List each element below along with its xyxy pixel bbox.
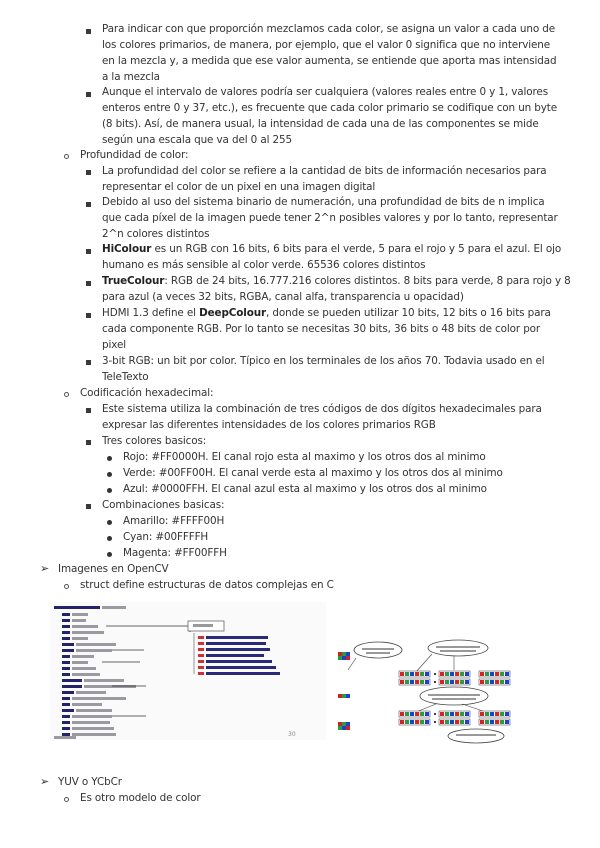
ellipsis-dot [434, 681, 436, 683]
pixel-cell [440, 672, 444, 676]
bullet-marker [107, 520, 112, 525]
pixel-cell [465, 680, 469, 684]
text-line: en la mezcla y, a medida que ese valor aumenta, se entiende que aporta mas intensidad [102, 55, 557, 67]
pixel-cell [405, 672, 409, 676]
pixel-cell [500, 712, 504, 716]
pixel-cell [445, 720, 449, 724]
pixel-cell [500, 720, 504, 724]
pixel-cell [445, 672, 449, 676]
text-line: Para indicar con que proporción mezclamos cada color, se asigna un valor a cada uno de [102, 23, 556, 35]
pixel-cell [455, 680, 459, 684]
text-line: Verde: #00FF00H. El canal verde esta al maximo y los otros dos al minimo [123, 467, 503, 479]
pixel-cell [420, 672, 424, 676]
text-line: Es otro modelo de color [80, 792, 201, 804]
bullet-marker [64, 154, 69, 159]
text-fragment: , donde se pueden utilizar 10 bits, 12 bits o 16 bits para [266, 307, 551, 319]
pixel-cell [465, 720, 469, 724]
pixel-cell [500, 680, 504, 684]
text-line: los colores primarios, de manera, por ejemplo, que el valor 0 significa que no interviene [102, 39, 551, 51]
bullet-marker [107, 536, 112, 541]
pixel-cell [400, 680, 404, 684]
pixel-cell [490, 712, 494, 716]
text-line: Amarillo: #FFFF00H [123, 515, 225, 527]
bullet-marker [86, 281, 91, 286]
pixel-cell [400, 712, 404, 716]
pixel-cell [480, 672, 484, 676]
section-heading: YUV o YCbCr [58, 776, 122, 788]
code-figure-svg [50, 602, 326, 740]
text-line: según una escala que va del 0 al 255 [102, 134, 293, 146]
text-line: Rojo: #FF0000H. El canal rojo esta al maximo y los otros dos al minimo [123, 451, 486, 463]
text-line: TeleTexto [102, 371, 149, 383]
text-line: (8 bits). Así, de manera usual, la intensidad de cada una de las componentes se mide [102, 118, 539, 130]
text-fragment: : RGB de 24 bits, 16.777.216 colores distintos. 8 bits para verde, 8 para rojo y 8 [164, 275, 571, 287]
pixel-cell [490, 720, 494, 724]
pixel-cell [450, 672, 454, 676]
pixel-cell [500, 672, 504, 676]
text-line: que cada píxel de la imagen puede tener 2^n posibles valores y por lo tanto, representar [102, 212, 558, 224]
pixel-cell [440, 680, 444, 684]
pixel-cell [425, 680, 429, 684]
text-line: struct define estructuras de datos complejas en C [80, 579, 334, 591]
section-heading: Profundidad de color: [80, 149, 189, 161]
pixel-cell [445, 680, 449, 684]
text-line: cada componente RGB. Por lo tanto se necesitas 30 bits, 36 bits o 48 bits de color por [102, 323, 541, 335]
bullet-marker [107, 472, 112, 477]
pixel-cell [495, 720, 499, 724]
bullet-marker [86, 29, 91, 34]
text-line: Azul: #0000FFH. El canal azul esta al maximo y los otros dos al minimo [123, 483, 487, 495]
text-line: 2^n colores distintos [102, 228, 210, 240]
pixel-cell [415, 680, 419, 684]
pixel-cell [495, 712, 499, 716]
text-line [102, 242, 561, 257]
ellipsis-dot [434, 673, 436, 675]
bullet-marker [86, 202, 91, 207]
bullet-marker [86, 92, 91, 97]
pixel-cell [415, 712, 419, 716]
pixel-cell [465, 712, 469, 716]
pixel-cell [405, 712, 409, 716]
bullet-marker [107, 488, 112, 493]
pixel-cell [445, 712, 449, 716]
pixel-cell [405, 720, 409, 724]
pixel-cell [400, 720, 404, 724]
text-fragment: es un RGB con 16 bits, 6 bits para el verde, 5 para el rojo y 5 para el azul. El ojo [151, 243, 562, 255]
bullet-marker [86, 170, 91, 175]
bullet-marker [86, 504, 91, 509]
text-line: 3-bit RGB: un bit por color. Típico en los terminales de los años 70. Todavia usado en el [102, 355, 545, 367]
pixel-cell [460, 712, 464, 716]
pixel-cell [410, 672, 414, 676]
text-line: representar el color de un pixel en una imagen digital [102, 181, 376, 193]
pixel-cell [505, 672, 509, 676]
text-line: Aunque el intervalo de valores podría ser cualquiera (valores reales entre 0 y 1, valores [102, 86, 548, 98]
text-line: expresar las diferentes intensidades de los colores primarios RGB [102, 419, 436, 431]
pixel-cell [490, 680, 494, 684]
bullet-marker [107, 552, 112, 557]
pixel-cell [480, 720, 484, 724]
text-line: humano es más sensible al color verde. 65536 colores distintos [102, 259, 426, 271]
arrow-bullet-icon: ➢ [40, 562, 50, 575]
bullet-marker [64, 584, 69, 589]
arrow-bullet-icon: ➢ [40, 775, 50, 788]
pixel-cell [410, 720, 414, 724]
pixel-cell [410, 680, 414, 684]
pixel-cell [485, 712, 489, 716]
pixel-cell [440, 712, 444, 716]
pixel-cell [455, 672, 459, 676]
term-truecolour: TrueColour [102, 275, 165, 287]
term-deepcolour: DeepColour [199, 307, 267, 319]
pixel-cell [425, 720, 429, 724]
bullet-marker [86, 249, 91, 254]
pixel-cell [485, 672, 489, 676]
pixel-cell [485, 720, 489, 724]
diagram-svg [336, 636, 518, 744]
ellipsis-dot [434, 713, 436, 715]
text-line: Cyan: #00FFFFH [123, 531, 209, 543]
figure-page-number: 30 [288, 731, 296, 738]
text-line: La profundidad del color se refiere a la cantidad de bits de información necesarios para [102, 165, 547, 177]
pixel-cell [420, 720, 424, 724]
pixel-cell [505, 712, 509, 716]
text-line [102, 306, 551, 321]
ellipsis-dot [434, 721, 436, 723]
pixel-cell [415, 720, 419, 724]
bullet-marker [86, 408, 91, 413]
section-heading: Codificación hexadecimal: [80, 387, 214, 399]
pixel-cell [505, 680, 509, 684]
bullet-marker [64, 392, 69, 397]
text-fragment: HDMI 1.3 define el [102, 307, 200, 319]
bullet-marker [86, 360, 91, 365]
pixel-cell [405, 680, 409, 684]
pixel-cell [495, 672, 499, 676]
image-structure-diagram [336, 636, 518, 744]
pixel-cell [450, 720, 454, 724]
pixel-cell [505, 720, 509, 724]
text-line: pixel [102, 339, 126, 351]
text-line: a la mezcla [102, 71, 160, 83]
text-line: Tres colores basicos: [102, 435, 207, 447]
code-struct-figure [50, 602, 326, 740]
pixel-cell [420, 712, 424, 716]
pixel-cell [460, 720, 464, 724]
bullet-marker [86, 313, 91, 318]
pixel-cell [450, 680, 454, 684]
text-line: Magenta: #FF00FFH [123, 547, 227, 559]
pixel-cell [440, 720, 444, 724]
text-line: Debido al uso del sistema binario de numeración, una profundidad de bits de n implica [102, 196, 545, 208]
bullet-marker [86, 440, 91, 445]
pixel-cell [425, 672, 429, 676]
pixel-cell [400, 672, 404, 676]
pixel-cell [495, 680, 499, 684]
pixel-cell [460, 680, 464, 684]
pixel-cell [425, 712, 429, 716]
pixel-cell [455, 720, 459, 724]
pixel-cell [410, 712, 414, 716]
text-line: Combinaciones basicas: [102, 499, 225, 511]
term-hicolour: HiColour [102, 243, 152, 255]
text-line [102, 274, 571, 289]
pixel-cell [455, 712, 459, 716]
section-heading: Imagenes en OpenCV [58, 563, 169, 575]
pixel-cell [485, 680, 489, 684]
pixel-cell [480, 712, 484, 716]
pixel-cell [420, 680, 424, 684]
pixel-cell [480, 680, 484, 684]
pixel-cell [490, 672, 494, 676]
text-line: para azul (a veces 32 bits, RGBA, canal alfa, transparencia u opacidad) [102, 291, 464, 303]
text-line: Este sistema utiliza la combinación de tres códigos de dos dígitos hexadecimales para [102, 403, 542, 415]
pixel-cell [460, 672, 464, 676]
text-line: enteros entre 0 y 37, etc.), es frecuente que cada color primario se codifique con un byte [102, 102, 558, 114]
pixel-cell [415, 672, 419, 676]
pixel-cell [465, 672, 469, 676]
pixel-cell [450, 712, 454, 716]
bullet-marker [64, 797, 69, 802]
bullet-marker [107, 456, 112, 461]
